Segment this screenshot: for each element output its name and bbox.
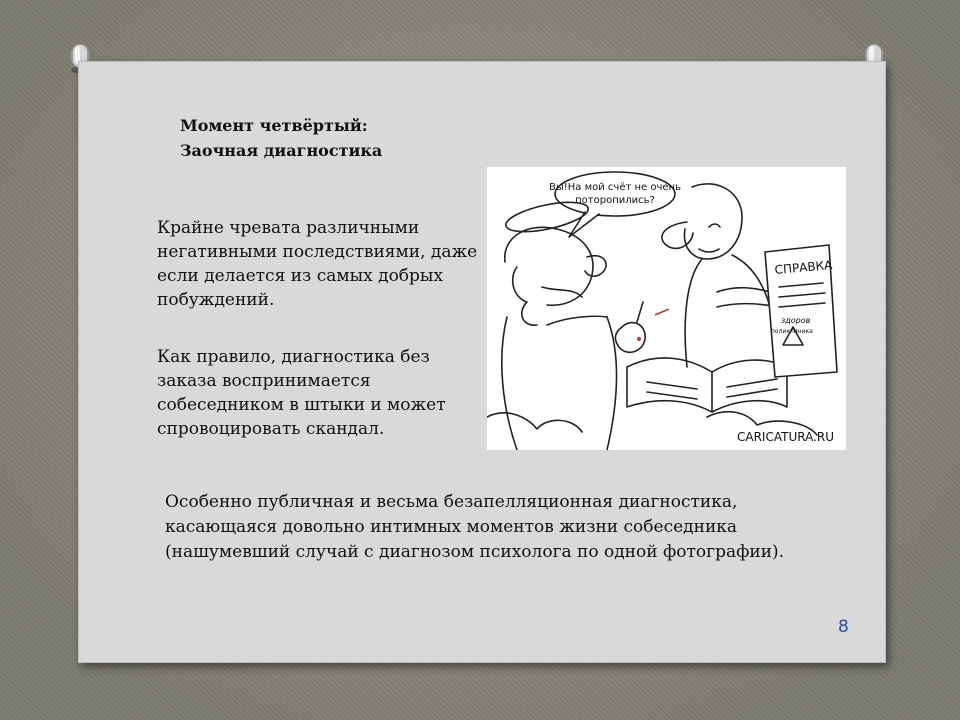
paragraph-reaction: Как правило, диагностика без заказа воспринимается собеседником в штыки и может спровоцировать скандал. bbox=[157, 347, 446, 439]
title-line-1: Момент четвёртый: bbox=[180, 116, 368, 135]
page-number: 8 bbox=[838, 617, 849, 637]
cartoon-watermark: CARICATURA.RU bbox=[737, 430, 835, 444]
document-word-2: поликлиника bbox=[771, 328, 813, 335]
title-line-2: Заочная диагностика bbox=[180, 141, 383, 160]
paragraph-consequences: Крайне чревата различными негативными последствиями, даже если делается из самых добрых побуждений. bbox=[157, 218, 478, 310]
document-word-1: здоров bbox=[781, 316, 811, 325]
speech-line-1: Вы!На мой счёт не очень bbox=[549, 182, 681, 193]
speech-line-2: поторопились? bbox=[575, 195, 655, 206]
document-heading: СПРАВКА bbox=[774, 258, 833, 277]
cartoon-drawing bbox=[487, 167, 846, 450]
cartoon-illustration bbox=[487, 167, 846, 450]
slide-title bbox=[180, 113, 480, 163]
paragraph-public-diagnosis: Особенно публичная и весьма безапелляционная диагностика, касающаяся довольно интимных моментов жизни собеседника (нашумевший случай с диагнозом психолога по одной фотографии). bbox=[165, 492, 785, 562]
